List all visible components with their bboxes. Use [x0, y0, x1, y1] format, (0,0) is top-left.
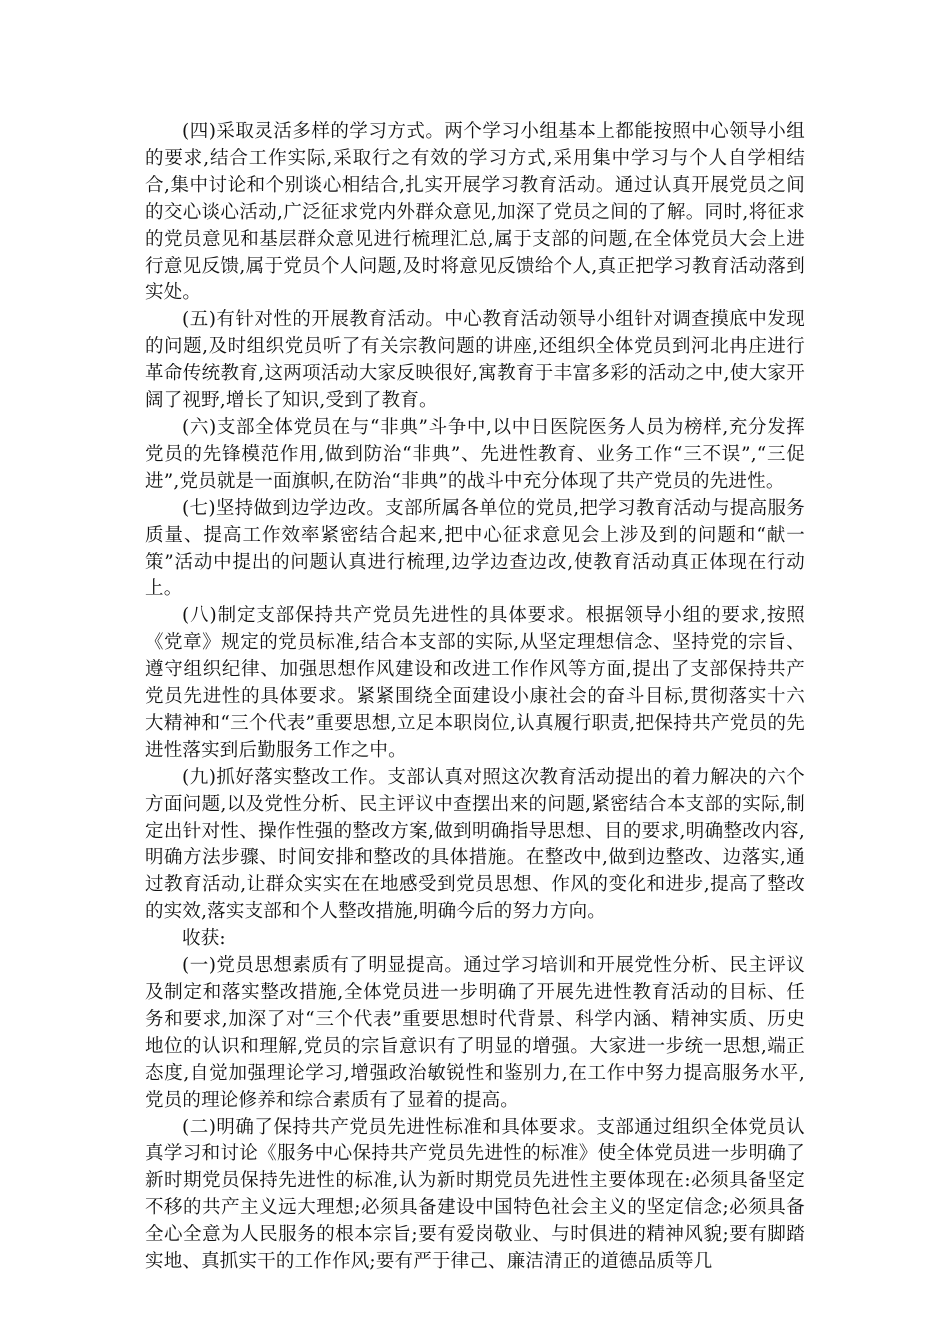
document-page [145, 119, 805, 1276]
paragraph-6-sars-fight: (六)支部全体党员在与“非典”斗争中,以中日医院医务人员为榜样,充分发挥党员的先锋模范作用,做到防治“非典”、先进性教育、业务工作“三不误”,“三促进”,党员就是一面旗帜,在防治“非典”的战斗中充分体现了共产党员的先进性。 [145, 416, 805, 492]
section-heading-gains: 收获: [182, 928, 226, 950]
paragraph-9-rectification: (九)抓好落实整改工作。支部认真对照这次教育活动提出的着力解决的六个方面问题,以及党性分析、民主评议中查摆出来的问题,紧密结合本支部的实际,制定出针对性、操作性强的整改方案,做到明确指导思想、目的要求,明确整改内容,明确方法步骤、时间安排和整改的具体措施。在整改中,做到边整改、边落实,通过教育活动,让群众实实在在地感受到党员思想、作风的变化和进步,提高了整改的实效,落实支部和个人整改措施,明确今后的努力方向。 [145, 766, 805, 923]
paragraph-gain-1-quality: (一)党员思想素质有了明显提高。通过学习培训和开展党性分析、民主评议及制定和落实整改措施,全体党员进一步明确了开展先进性教育活动的目标、任务和要求,加深了对“三个代表”重要思想时代背景、科学内涵、精神实质、历史地位的认识和理解,党员的宗旨意识有了明显的增强。大家进一步统一思想,端正态度,自觉加强理论学习,增强政治敏锐性和鉴别力,在工作中努力提高服务水平,党员的理论修养和综合素质有了显着的提高。 [145, 955, 805, 1111]
paragraph-gain-2-standards: (二)明确了保持共产党员先进性标准和具体要求。支部通过组织全体党员认真学习和讨论《服务中心保持共产党员先进性的标准》使全体党员进一步明确了新时期党员保持先进性的标准,认为新时期党员先进性主要体现在:必须具备坚定不移的共产主义远大理想;必须具备建设中国特色社会主义的坚定信念;必须具备全心全意为人民服务的根本宗旨;要有爱岗敬业、与时俱进的精神风貌;要有脚踏实地、真抓实干的工作作风;要有严于律己、廉洁清正的道德品质等几 [145, 1116, 805, 1273]
paragraph-5-targeted-education: (五)有针对性的开展教育活动。中心教育活动领导小组针对调查摸底中发现的问题,及时组织党员听了有关宗教问题的讲座,还组织全体党员到河北冉庄进行革命传统教育,这两项活动大家反映很好,寓教育于丰富多彩的活动之中,使大家开阔了视野,增长了知识,受到了教育。 [145, 309, 805, 412]
paragraph-7-learn-and-correct: (七)坚持做到边学边改。支部所属各单位的党员,把学习教育活动与提高服务质量、提高工作效率紧密结合起来,把中心征求意见会上涉及到的问题和“献一策”活动中提出的问题认真进行梳理,边学边查边改,使教育活动真正体现在行动上。 [145, 497, 806, 600]
paragraph-8-requirements: (八)制定支部保持共产党员先进性的具体要求。根据领导小组的要求,按照《党章》规定的党员标准,结合本支部的实际,从坚定理想信念、坚持党的宗旨、遵守组织纪律、加强思想作风建设和改进工作作风等方面,提出了支部保持共产党员先进性的具体要求。紧紧围绕全面建设小康社会的奋斗目标,贯彻落实十六大精神和“三个代表”重要思想,立足本职岗位,认真履行职责,把保持共产党员的先进性落实到后勤服务工作之中。 [145, 605, 805, 761]
paragraph-4-study-methods: (四)采取灵活多样的学习方式。两个学习小组基本上都能按照中心领导小组的要求,结合工作实际,采取行之有效的学习方式,采用集中学习与个人自学相结合,集中讨论和个别谈心相结合,扎实开展学习教育活动。通过认真开展党员之间的交心谈心活动,广泛征求党内外群众意见,加深了党员之间的了解。同时,将征求的党员意见和基层群众意见进行梳理汇总,属于支部的问题,在全体党员大会上进行意见反馈,属于党员个人问题,及时将意见反馈给个人,真正把学习教育活动落到实处。 [145, 121, 805, 304]
